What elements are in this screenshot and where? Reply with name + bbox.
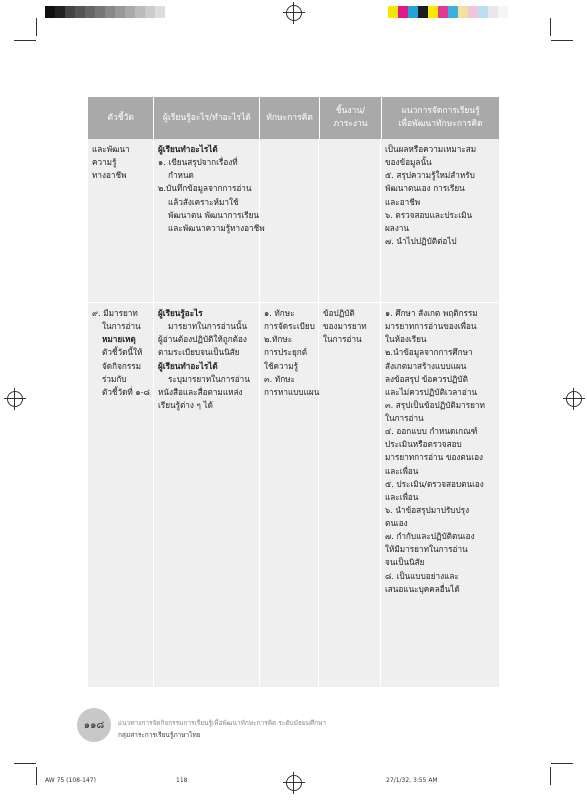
crop-mark — [551, 40, 573, 41]
header-thinking-skill-label: ทักษะการคิด — [266, 112, 313, 123]
slug-right: 27/1/32, 3:55 AM — [386, 777, 438, 784]
row1-thinking-skill — [260, 139, 319, 302]
registration-mark-bottom — [286, 775, 302, 791]
text-line: ในการอ่าน — [102, 321, 141, 332]
table-row — [88, 139, 499, 303]
color-swatch — [468, 6, 478, 18]
text-line: มารยาทการอ่านของเพื่อน — [385, 321, 477, 332]
header-learning-label: ผู้เรียนรู้อะไร/ทำอะไรได้ — [162, 112, 251, 123]
footer-title: แนวทางการจัดกิจกรรมการเรียนรู้เพื่อพัฒนาทักษะการคิด ระดับมัธยมศึกษา — [118, 719, 327, 727]
text-line: มารยาทการอ่าน ของตนเอง — [385, 452, 483, 463]
text-line: ๓. ทักษะ — [264, 373, 295, 384]
text-line: กำหนด — [168, 170, 194, 181]
text-line: ตนเอง — [385, 518, 408, 528]
text-line: และไม่ควรปฏิบัติเวลาอ่าน — [385, 386, 478, 397]
crop-mark — [14, 40, 36, 41]
text-line: ลงข้อสรุป ข้อควรปฏิบัติ — [385, 373, 468, 384]
header-indicator — [88, 97, 154, 139]
text-line: ทางอาชีพ — [92, 170, 127, 181]
text-line: ๒.ทักษะ — [264, 334, 293, 345]
text-line: ข้อปฏิบัติ — [323, 308, 355, 318]
color-swatch — [45, 6, 55, 18]
header-approach-line2: เพื่อพัฒนาทักษะการคิด — [398, 119, 483, 129]
text-line: ใช้ความรู้ — [264, 360, 299, 371]
text-line: ตัวชี้วัดนี้ให้ — [102, 347, 143, 358]
header-task-line1: ชิ้นงาน/ — [335, 106, 366, 117]
row2-indicator — [88, 303, 154, 687]
row1-task — [319, 139, 381, 302]
text-line: ของมารยาท — [323, 321, 367, 332]
text-line: ผลงาน — [385, 222, 410, 233]
text-line: ผู้อ่านต้องปฏิบัติให้ถูกต้อง — [158, 334, 247, 345]
text-line: มารยาทในการอ่านนั้น — [168, 321, 248, 332]
text-line: ๖. ตรวจสอบและประเมิน — [385, 209, 473, 220]
text-line: ในการอ่าน — [385, 413, 424, 423]
subheading: ผู้เรียนทำอะไรได้ — [158, 144, 218, 154]
slug-left: AW 75 (108-147) — [45, 777, 96, 784]
curriculum-table — [88, 97, 499, 688]
color-swatch — [85, 6, 95, 18]
color-swatch — [448, 6, 458, 18]
color-swatch — [398, 6, 408, 18]
text-line: พัฒนาตนเอง การเรียน — [385, 183, 465, 194]
text-line: ในห้องเรียน — [385, 334, 427, 345]
registration-mark-top — [286, 5, 302, 21]
color-swatch — [155, 6, 165, 18]
table-header — [88, 97, 499, 139]
header-thinking-skill — [260, 97, 319, 139]
text-line: ระบุมารยาทในการอ่าน — [168, 373, 250, 384]
row2-approach — [381, 303, 499, 687]
row1-learning — [154, 139, 265, 302]
crop-mark — [550, 767, 551, 785]
color-swatch — [55, 6, 65, 18]
text-line: และพัฒนาความรู้ทางอาชีพ — [168, 222, 265, 233]
color-swatch — [125, 6, 135, 18]
row1-indicator — [88, 139, 154, 302]
text-line: และอาชีพ — [385, 196, 421, 207]
registration-mark-right — [566, 391, 582, 407]
text-line: จัดกิจกรรม — [102, 360, 142, 371]
subheading: ผู้เรียนทำอะไรได้ — [158, 360, 218, 371]
slug-center: 118 — [176, 777, 188, 784]
text-line: ๔. ออกแบบ กำหนดเกณฑ์ — [385, 426, 478, 437]
text-line: เป็นผลหรือความเหมาะสม — [385, 144, 477, 154]
color-swatch — [135, 6, 145, 18]
text-line: ประเมินหรือตรวจสอบ — [385, 439, 462, 450]
row2-learning — [154, 303, 260, 687]
text-line: จนเป็นนิสัย — [385, 557, 425, 568]
color-swatch — [115, 6, 125, 18]
text-line: และพัฒนา — [92, 144, 130, 154]
text-line: สังเกตมาสร้างแบบแผน — [385, 360, 467, 371]
text-line: ๒.บันทึกข้อมูลจากการอ่าน — [158, 183, 252, 194]
text-line: ของข้อมูลนั้น — [385, 157, 432, 168]
color-swatch — [488, 6, 498, 18]
text-line: เสนอแนะบุคคลอื่นได้ — [385, 583, 460, 594]
row2-thinking-skill — [260, 303, 319, 687]
text-line: ๓. สรุปเป็นข้อปฏิบัติมารยาท — [385, 399, 485, 410]
text-line: หนังสือและสื่อตามแหล่ง — [158, 386, 243, 397]
text-line: การประยุกต์ — [264, 347, 308, 358]
text-line: และเพื่อน — [385, 465, 419, 476]
text-line: แล้วสังเคราะห์มาใช้ — [168, 196, 239, 207]
text-line: ๑. เขียนสรุปจากเรื่องที่ — [158, 157, 238, 168]
text-line: ตามระเบียบจนเป็นนิสัย — [158, 347, 240, 358]
row2-task — [319, 303, 381, 687]
page-number: ๑๑๘ — [83, 719, 105, 731]
text-line: ๑. ทักษะ — [264, 308, 295, 318]
row1-approach — [381, 139, 499, 302]
crop-mark — [36, 18, 37, 36]
subheading: ผู้เรียนรู้อะไร — [158, 308, 203, 318]
text-line: พัฒนาตน พัฒนาการเรียน — [168, 209, 260, 220]
color-swatch — [95, 6, 105, 18]
text-line: ให้มีมารยาทในการอ่าน — [385, 544, 468, 555]
color-swatch — [418, 6, 428, 18]
crop-mark — [551, 763, 573, 764]
color-swatch — [145, 6, 155, 18]
color-swatch — [65, 6, 75, 18]
text-line: ตัวชี้วัดที่ ๑-๘ — [102, 386, 150, 397]
header-learning — [154, 97, 260, 139]
text-line: ๕. สรุปความรู้ใหม่สำหรับ — [385, 170, 475, 181]
process-color-bar — [388, 6, 508, 18]
footer-subtitle: กลุ่มสาระการเรียนรู้ภาษาไทย — [118, 731, 201, 739]
color-swatch — [428, 6, 438, 18]
color-swatch — [75, 6, 85, 18]
color-swatch — [388, 6, 398, 18]
header-approach — [382, 97, 499, 139]
text-line: ในการอ่าน — [323, 334, 362, 345]
text-line: ๘. เป็นแบบอย่างและ — [385, 570, 459, 581]
color-swatch — [105, 6, 115, 18]
text-line: ๕. ประเมิน/ตรวจสอบตนเอง — [385, 478, 484, 489]
text-line: และเพื่อน — [385, 491, 419, 502]
page-number-badge — [77, 708, 111, 742]
color-swatch — [408, 6, 418, 18]
text-line: ๑. ศึกษา สังเกต พฤติกรรม — [385, 308, 478, 318]
grayscale-color-bar — [45, 6, 165, 18]
text-line: ความรู้ — [92, 157, 117, 168]
color-swatch — [438, 6, 448, 18]
registration-mark-left — [7, 391, 23, 407]
text-line: ๗. นำไปปฏิบัติต่อไป — [385, 235, 457, 246]
text-line: ๖. นำข้อสรุปมาปรับปรุง — [385, 504, 470, 515]
header-task — [320, 97, 382, 139]
text-line: เรียนรู้ต่าง ๆ ได้ — [158, 399, 213, 410]
color-swatch — [478, 6, 488, 18]
text-line: ๒.นำข้อมูลจากการศึกษา — [385, 347, 473, 358]
crop-mark — [36, 767, 37, 785]
text-line: ๗. กำกับและปฏิบัติตนเอง — [385, 531, 475, 542]
note-label: หมายเหตุ — [102, 334, 136, 345]
text-line: ร่วมกับ — [102, 373, 127, 384]
header-approach-line1: แนวการจัดการเรียนรู้ — [401, 106, 480, 117]
header-task-line2: ภาระงาน — [333, 119, 368, 129]
table-row — [88, 303, 499, 688]
crop-mark — [550, 18, 551, 36]
text-line: การหาแบบแผน — [264, 386, 320, 397]
text-line: การจัดระเบียบ — [264, 321, 315, 332]
crop-mark — [14, 763, 36, 764]
color-swatch — [458, 6, 468, 18]
header-indicator-label: ตัวชี้วัด — [107, 112, 134, 123]
text-line: ๙. มีมารยาท — [92, 308, 138, 318]
color-swatch — [498, 6, 508, 18]
